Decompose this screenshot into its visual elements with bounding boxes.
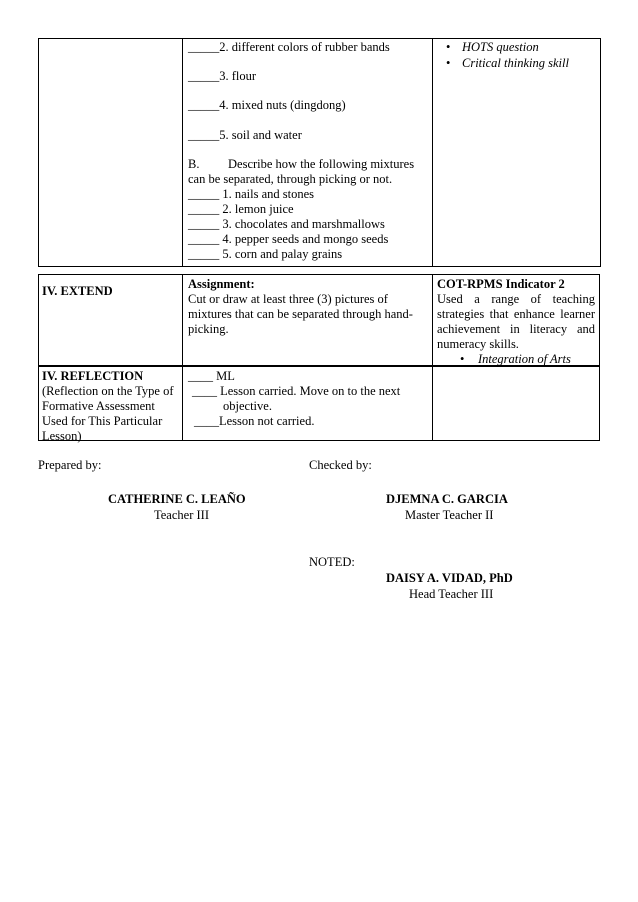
row1-notes-cell: [433, 39, 601, 267]
extend-label: IV. EXTEND: [42, 284, 113, 298]
row1-label-cell: [39, 39, 183, 267]
prepared-name: CATHERINE C. LEAÑO: [108, 492, 246, 506]
reflection-text: (Reflection on the Type of Formative Assessment Used for This Particular Lesson): [42, 384, 174, 443]
checked-title: Master Teacher II: [405, 508, 494, 522]
reflection-option-ml: ____ ML: [188, 369, 235, 383]
note-hots: [446, 40, 539, 55]
reflection-option-not-carried: ____Lesson not carried.: [194, 414, 315, 428]
note-hots-text: HOTS question: [462, 40, 539, 54]
section-b-label: B.: [188, 157, 200, 171]
b-item-1: _____ 1. nails and stones: [188, 187, 315, 201]
b-item-4: _____ 4. pepper seeds and mongo seeds: [188, 232, 389, 246]
row-divider: [38, 274, 600, 275]
indicator-bullet-text: Integration of Arts: [478, 352, 571, 366]
row1-item-2: _____2. different colors of rubber bands: [188, 40, 390, 54]
b-item-3: _____ 3. chocolates and marshmallows: [188, 217, 385, 231]
note-critical: [446, 56, 569, 71]
indicator-bullet: [460, 352, 571, 367]
checked-name: DJEMNA C. GARCIA: [386, 492, 508, 506]
prepared-by-label: Prepared by:: [38, 458, 102, 472]
b-item-2: _____ 2. lemon juice: [188, 202, 294, 216]
indicator-text: Used a range of teaching strategies that enhance learner achievement in literacy and numeracy skills.: [437, 292, 595, 351]
section-b-text: Describe how the following mixtures can be separated, through picking or not.: [188, 157, 415, 186]
reflection-label: IV. REFLECTION: [42, 369, 144, 383]
bullet-icon: •: [460, 352, 465, 366]
noted-title: Head Teacher III: [409, 587, 494, 601]
row1-item-5: _____5. soil and water: [188, 128, 302, 142]
row1-item-3: _____3. flour: [188, 69, 257, 83]
b-item-5: _____ 5. corn and palay grains: [188, 247, 343, 261]
bullet-icon: •: [446, 40, 451, 54]
reflection-option-carried-cont: objective.: [223, 399, 272, 413]
indicator-title: COT-RPMS Indicator 2: [437, 277, 565, 291]
prepared-title: Teacher III: [154, 508, 209, 522]
noted-name: DAISY A. VIDAD, PhD: [386, 571, 513, 585]
assignment-text: Cut or draw at least three (3) pictures of mixtures that can be separated through hand-picking.: [188, 292, 413, 336]
col-divider: [182, 274, 183, 441]
checked-by-label: Checked by:: [309, 458, 372, 472]
assignment-title: Assignment:: [188, 277, 255, 291]
col-divider: [432, 274, 433, 441]
noted-label: NOTED:: [309, 555, 355, 569]
row1-item-4: _____4. mixed nuts (dingdong): [188, 98, 346, 112]
reflection-option-carried: ____ Lesson carried. Move on to the next: [192, 384, 401, 398]
bullet-icon: •: [446, 56, 451, 70]
note-critical-text: Critical thinking skill: [462, 56, 569, 70]
